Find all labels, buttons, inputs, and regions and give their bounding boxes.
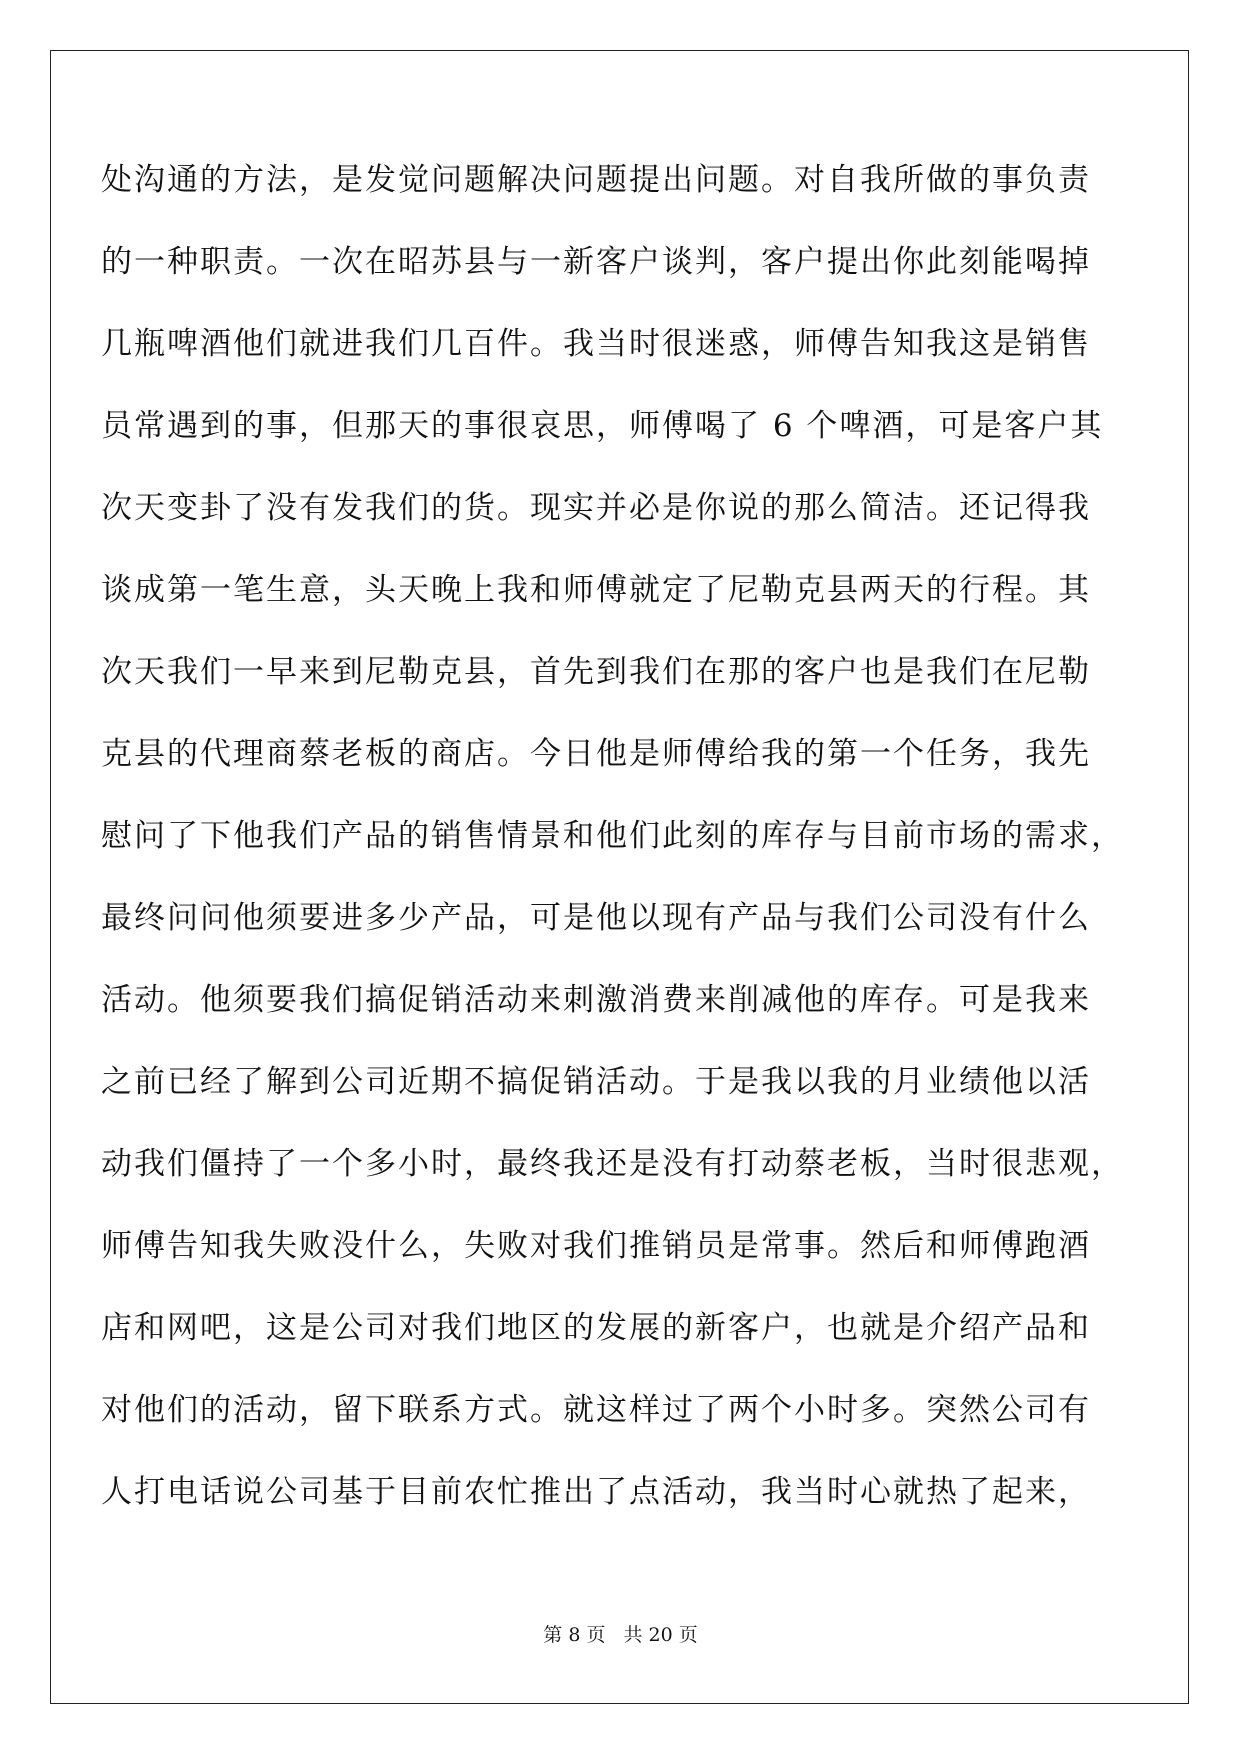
page-footer <box>0 1620 1241 1647</box>
text-line-5: 次天变卦了没有发我们的货。现实并必是你说的那么简洁。还记得我 <box>101 490 1091 526</box>
page-number: 第 8 页 <box>543 1624 606 1646</box>
text-line-14: 师傅告知我失败没什么，失败对我们推销员是常事。然后和师傅跑酒 <box>101 1228 1091 1264</box>
text-line-7: 次天我们一早来到尼勒克县，首先到我们在那的客户也是我们在尼勒 <box>101 654 1091 690</box>
text-line-16: 对他们的活动，留下联系方式。就这样过了两个小时多。突然公司有 <box>101 1392 1091 1428</box>
text-line-8: 克县的代理商蔡老板的商店。今日他是师傅给我的第一个任务，我先 <box>101 736 1091 772</box>
text-line-2: 的一种职责。一次在昭苏县与一新客户谈判，客户提出你此刻能喝掉 <box>101 244 1091 280</box>
text-line-4: 员常遇到的事，但那天的事很哀思，师傅喝了 6 个啤酒，可是客户其 <box>101 408 1104 444</box>
page-total: 共 20 页 <box>623 1624 698 1646</box>
text-line-13: 动我们僵持了一个多小时，最终我还是没有打动蔡老板，当时很悲观， <box>101 1146 1124 1182</box>
text-line-15: 店和网吧，这是公司对我们地区的发展的新客户，也就是介绍产品和 <box>101 1310 1091 1346</box>
text-line-9: 慰问了下他我们产品的销售情景和他们此刻的库存与目前市场的需求， <box>101 818 1124 854</box>
text-line-17: 人打电话说公司基于目前农忙推出了点活动，我当时心就热了起来， <box>101 1474 1091 1510</box>
text-line-12: 之前已经了解到公司近期不搞促销活动。于是我以我的月业绩他以活 <box>101 1064 1091 1100</box>
text-line-11: 活动。他须要我们搞促销活动来刺激消费来削减他的库存。可是我来 <box>101 982 1091 1018</box>
text-line-6: 谈成第一笔生意，头天晚上我和师傅就定了尼勒克县两天的行程。其 <box>101 572 1091 608</box>
text-line-10: 最终问问他须要进多少产品，可是他以现有产品与我们公司没有什么 <box>101 900 1091 936</box>
text-line-1: 处沟通的方法，是发觉问题解决问题提出问题。对自我所做的事负责 <box>101 162 1091 198</box>
document-body <box>101 160 1124 1554</box>
text-line-3: 几瓶啤酒他们就进我们几百件。我当时很迷惑，师傅告知我这是销售 <box>101 326 1091 362</box>
